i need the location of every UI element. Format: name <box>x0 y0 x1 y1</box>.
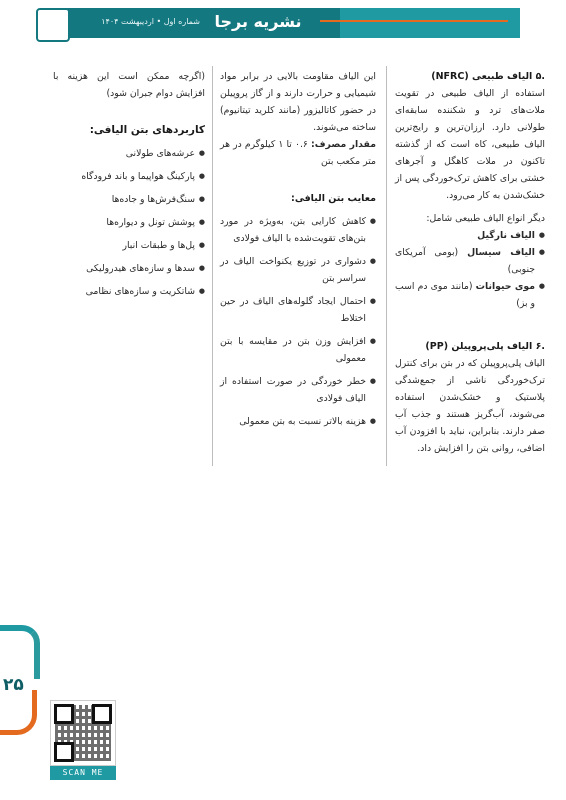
paragraph: استفاده از الیاف طبیعی در تقویت ملات‌های ترد و شکننده سابقه‌ای طولانی دارد. ارزان‌ترین و رایج‌ترین الیاف طبیعی، کاه است که از گذشته تاکنون در ملات کاهگل و آجرهای خشتی برای کاهش ترک‌خوردگی پس از خشک‌شدن به کار می‌رود. <box>395 88 545 201</box>
side-decoration <box>0 625 40 679</box>
qr-code-icon[interactable] <box>50 700 116 766</box>
list-item: ● عرشه‌های طولانی <box>53 145 205 162</box>
magazine-logo-icon <box>36 8 70 42</box>
column-left <box>53 68 205 300</box>
list-item: ● پل‌ها و طبقات انبار <box>53 237 205 254</box>
page-number: ۲۵ <box>3 675 24 695</box>
issue-label: شماره اول • اردیبهشت ۱۴۰۴ <box>101 17 200 26</box>
paragraph: دیگر انواع الیاف طبیعی شامل: <box>426 213 545 224</box>
disadvantages-list <box>220 213 376 430</box>
column-divider <box>212 66 213 466</box>
scan-me-label: SCAN ME <box>50 766 116 780</box>
paragraph: (اگرچه ممکن است این هزینه با افزایش دوام جبران شود) <box>53 71 205 99</box>
list-item: ● افزایش وزن بتن در مقایسه با بتن معمولی <box>220 333 376 367</box>
list-item: ● سنگ‌فرش‌ها و جاده‌ها <box>53 191 205 208</box>
list-item: ● شاتکریت و سازه‌های نظامی <box>53 283 205 300</box>
header-accent-line <box>320 20 508 22</box>
brand-title: نشریه برجا <box>214 12 302 31</box>
side-curve-decoration <box>0 690 37 735</box>
column-divider <box>386 66 387 466</box>
section-heading-natural-fibers: .۵ الیاف طبیعی (NFRC) <box>431 71 545 82</box>
list-item: ● کاهش کارایی بتن، به‌ویژه در مورد بتن‌های تقویت‌شده با الیاف فولادی <box>220 213 376 247</box>
section-heading-disadvantages: معایب بتن الیافی: <box>291 193 376 204</box>
list-item: ● خطر خوردگی در صورت استفاده از الیاف فولادی <box>220 373 376 407</box>
list-item-bold: الیاف نارگیل <box>477 230 535 241</box>
applications-list <box>53 145 205 300</box>
list-item: ● احتمال ایجاد گلوله‌های الیاف در حین اختلاط <box>220 293 376 327</box>
list-item <box>395 244 545 278</box>
qr-finder <box>92 704 112 724</box>
natural-fiber-list <box>395 227 545 312</box>
list-item: ● دشواری در توزیع یکنواخت الیاف در سراسر بتن <box>220 253 376 287</box>
list-item-bold: موی حیوانات <box>475 281 535 292</box>
list-item: ● هزینه بالاتر نسبت به بتن معمولی <box>220 413 376 430</box>
section-heading-polypropylene: .۶ الیاف پلی‌پروپیلن (PP) <box>425 341 545 352</box>
paragraph: این الیاف مقاومت بالایی در برابر مواد شیمیایی و حرارت دارند و از گاز پروپیلن در حضور کاتالیزور (مانند کلرید تیتانیوم) ساخته می‌شوند. <box>220 71 376 133</box>
paragraph: الیاف پلی‌پروپیلن که در بتن برای کنترل ترک‌خوردگی ناشی از جمع‌شدگی پلاستیک و خشک‌شدن استفاده می‌شوند، آب‌گریز هستند و جذب آب صفر دارند. بنابراین، نباید با افزودن آب اضافی، روانی بتن را افزایش داد. <box>395 358 545 454</box>
list-item: ● پوشش تونل و دیواره‌ها <box>53 214 205 231</box>
column-right <box>395 68 545 457</box>
list-item: ● سدها و سازه‌های هیدرولیکی <box>53 260 205 277</box>
qr-finder <box>54 704 74 724</box>
list-item: ● پارکینگ هواپیما و باند فرودگاه <box>53 168 205 185</box>
usage-text: ۰.۶ تا ۱ کیلوگرم در هر متر مکعب بتن <box>220 139 376 167</box>
column-middle <box>220 68 376 430</box>
section-heading-applications: کاربردهای بتن الیافی: <box>89 124 205 136</box>
usage-label: مقدار مصرف: <box>311 139 376 150</box>
qr-finder <box>54 742 74 762</box>
list-item-text: (مانند موی دم اسب و بز) <box>395 281 535 309</box>
list-item <box>395 227 545 244</box>
list-item <box>395 278 545 312</box>
list-item-bold: الیاف سیسال <box>467 247 535 258</box>
list-item-text: (بومی آمریکای جنوبی) <box>395 247 535 275</box>
